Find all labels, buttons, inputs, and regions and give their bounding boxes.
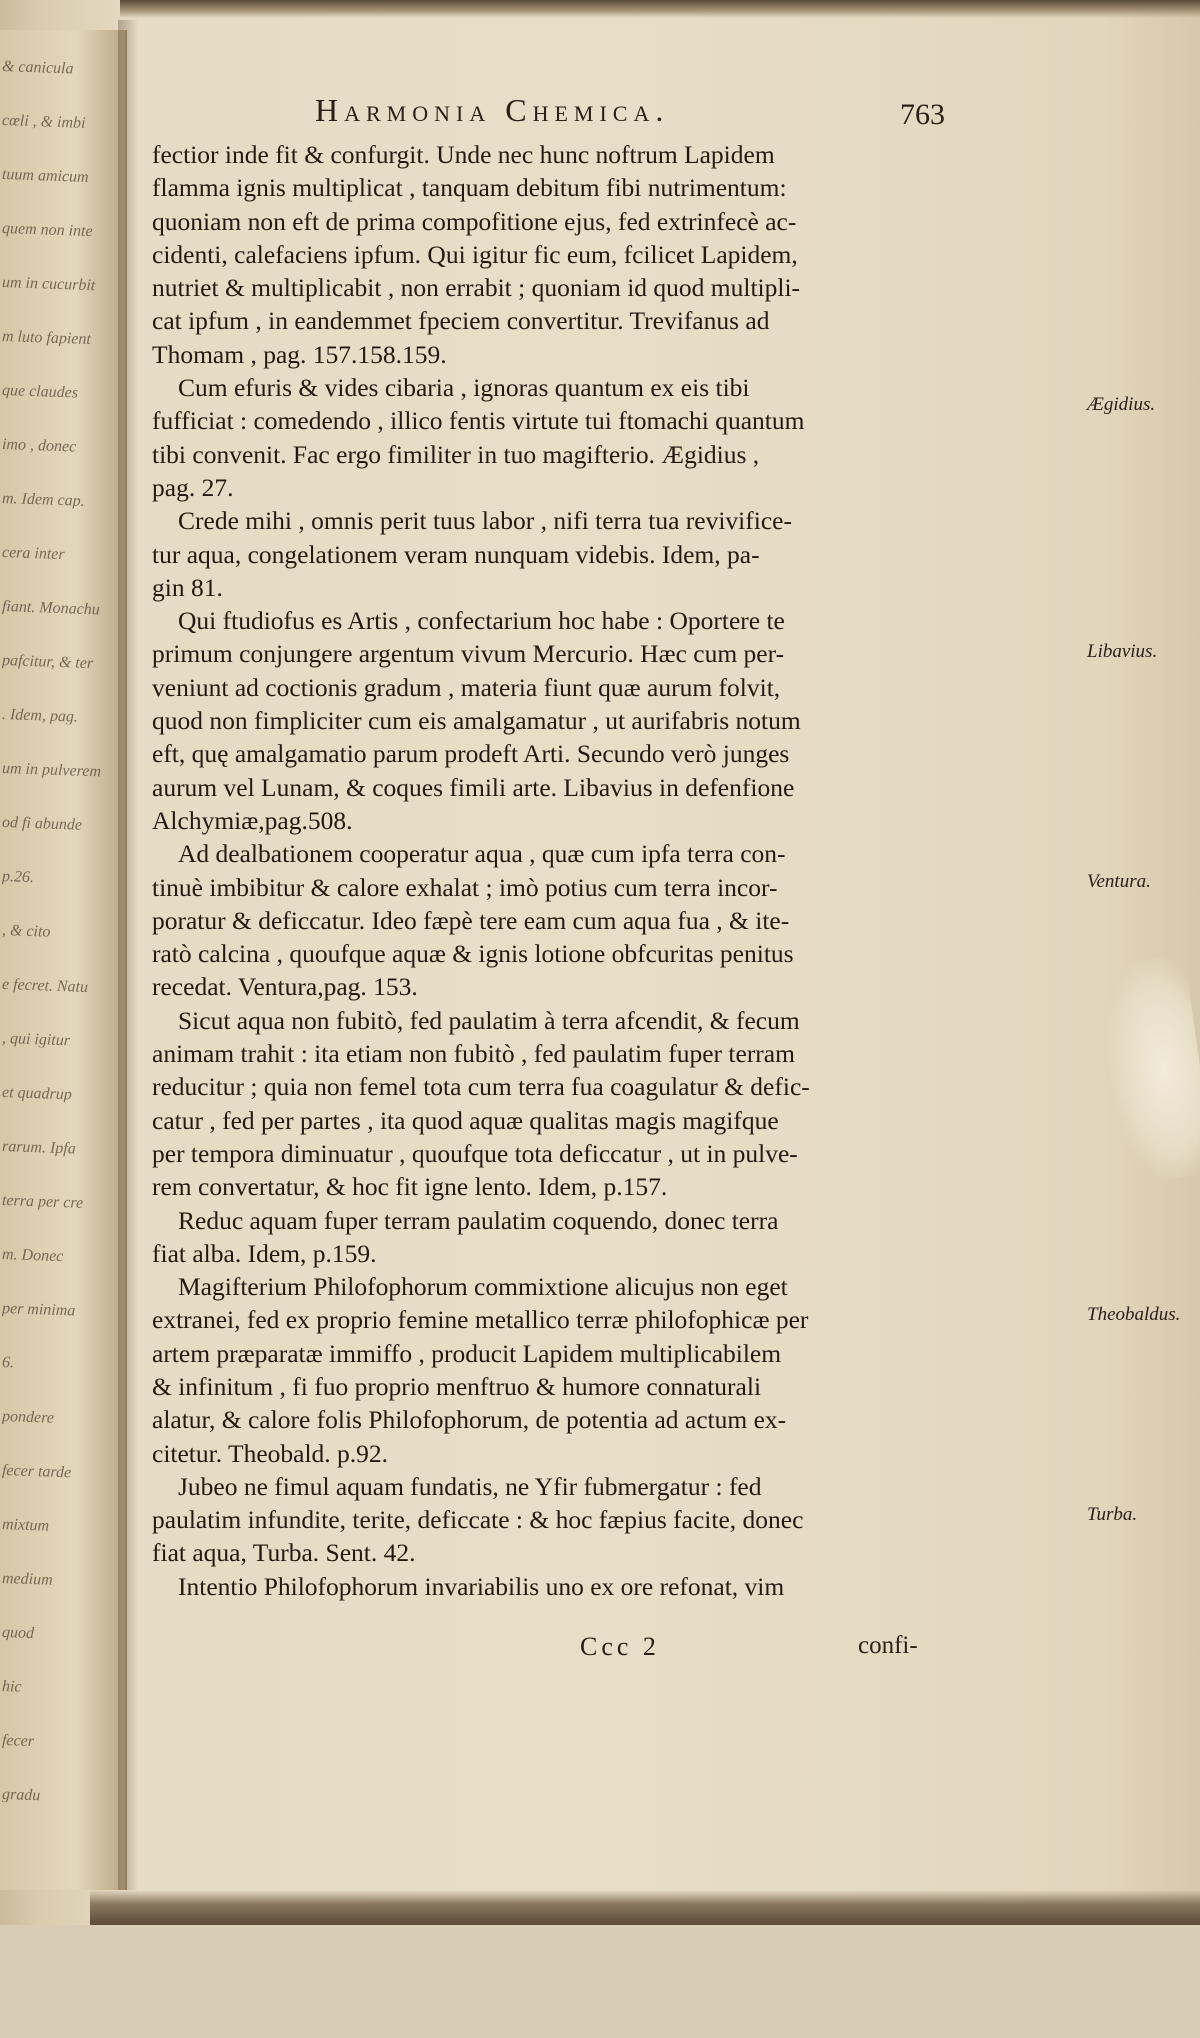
facing-page-fragment: imo , donec [1,435,77,456]
text-line: tinuè imbibitur & calore exhalat ; imò potius cum terra incor- [152,872,778,902]
running-title: Harmonia Chemica. [315,92,670,128]
text-line: primum conjungere argentum vivum Mercurio. Hæc cum per- [152,639,785,669]
top-page-edge [120,0,1200,18]
facing-page-fragment: fecer tarde [1,1461,72,1482]
text-line: fiat aqua, Turba. Sent. 42. [152,1538,416,1568]
page-number: 763 [900,98,945,131]
facing-page-fragment: gradu [1,1785,41,1805]
facing-page-fragment: quod [1,1623,35,1643]
text-line: quod non fimpliciter cum eis amalgamatur , ut aurifabris notum [152,706,801,736]
margin-note-theobaldus: Theobaldus. [1087,1304,1181,1325]
facing-page-fragment: fiant. Monachu [1,597,101,619]
text-line: Magifterium Philofophorum commixtione alicujus non eget [178,1272,788,1302]
facing-page-fragment: m. Idem cap. [1,489,85,510]
text-line: veniunt ad coctionis gradum , materia fiunt quæ aurum folvit, [152,672,781,702]
text-line: quoniam non eft de prima compofitione ejus, fed extrinfecè ac- [152,206,797,236]
facing-page-fragment: m luto fapient [1,327,92,349]
text-line: artem præparatæ immiffo , producit Lapidem multiplicabilem [152,1338,782,1368]
facing-page-fragment: tuum amicum [1,165,89,187]
facing-page-fragment: rarum. Ipfa [1,1137,77,1158]
text-line: Crede mihi , omnis perit tuus labor , nifi terra tua revivifice- [178,506,792,536]
facing-page-fragment: fecer [1,1731,35,1751]
text-line: aurum vel Lunam, & coques fimili arte. Libavius in defenfione [152,772,795,802]
text-line: Cum efuris & vides cibaria , ignoras quantum ex eis tibi [178,373,750,403]
text-line: recedat. Ventura,pag. 153. [152,972,418,1002]
facing-page-fragment: e fecret. Natu [1,975,89,996]
text-line: Thomam , pag. 157.158.159. [152,339,447,369]
facing-page-fragment: mixtum [1,1515,50,1535]
margin-note-libavius: Libavius. [1087,641,1158,662]
text-line: fiat alba. Idem, p.159. [152,1238,377,1268]
signature-mark: Ccc 2 [580,1632,660,1661]
facing-page-fragment: cœli , & imbi [1,111,86,132]
facing-page-fragment: pondere [1,1407,55,1427]
text-line: Reduc aquam fuper terram paulatim coquendo, donec terra [178,1205,779,1235]
text-line: poratur & deficcatur. Ideo fæpè tere eam cum aqua fua , & ite- [152,905,790,935]
facing-page-fragment: pafcitur, & ter [1,651,94,673]
facing-page-fragment: um in pulverem [1,759,102,781]
facing-page-fragment: , qui igitur [1,1029,71,1050]
facing-page-fragment: & canicula [1,57,74,78]
facing-page-fragment: terra per cre [1,1191,84,1212]
text-line: cat ipfum , in eandemmet fpeciem convertitur. Trevifanus ad [152,306,770,336]
text-line: tibi convenit. Fac ergo fimiliter in tuo magifterio. Ægidius , [152,439,760,469]
bottom-page-edge [90,1890,1200,1925]
facing-page-fragment: medium [1,1569,53,1589]
text-line: catur , fed per partes , ita quod aquæ qualitas magis magifque [152,1105,779,1135]
text-line: nutriet & multiplicabit , non errabit ; quoniam id quod multipli- [152,273,801,303]
text-line: animam trahit : ita etiam non fubitò , fed paulatim fuper terram [152,1039,795,1069]
text-line: Alchymiæ,pag.508. [152,805,353,835]
text-line: extranei, fed ex proprio femine metallico terræ philofophicæ per [152,1305,809,1335]
facing-page-fragment: m. Donec [1,1245,64,1266]
facing-page-fragment: hic [1,1677,22,1696]
margin-note-ventura: Ventura. [1087,871,1151,892]
text-line: Qui ftudiofus es Artis , confectarium hoc habe : Oportere te [178,606,785,636]
text-line: per tempora diminuatur , quoufque tota deficcatur , ut in pulve- [152,1138,798,1168]
facing-page-fragment: que claudes [1,381,79,402]
text-line: paulatim infundite, terite, deficcate : & hoc fæpius facite, donec [152,1505,804,1535]
facing-page-fragment: um in cucurbit [1,273,96,295]
text-line: Ad dealbationem cooperatur aqua , quæ cum ipfa terra con- [178,839,786,869]
text-line: & infinitum , fi fuo proprio menftruo & humore connaturali [152,1371,762,1401]
text-line: ratò calcina , quoufque aquæ & ignis lotione obfcuritas penitus [152,939,794,969]
main-text-block [152,138,1181,1603]
facing-page-fragment: p.26. [1,867,35,887]
text-line: tur aqua, congelationem veram nunquam videbis. Idem, pa- [152,539,760,569]
text-line: fufficiat : comedendo , illico fentis virtute tui ftomachi quantum [152,406,805,436]
facing-page-fragment: per minima [1,1299,76,1320]
text-line: Jubeo ne fimul aquam fundatis, ne Yfir fubmergatur : fed [178,1471,762,1501]
text-line: fectior inde fit & confurgit. Unde nec hunc noftrum Lapidem [152,140,775,169]
left-facing-page-edge [0,30,127,1890]
catchword: confi- [858,1632,918,1659]
gutter-shadow [118,20,138,1890]
text-line: cidenti, calefaciens ipfum. Qui igitur fic eum, fcilicet Lapidem, [152,239,798,269]
text-line: flamma ignis multiplicat , tanquam debitum fibi nutrimentum: [152,173,787,203]
text-line: eft, quę amalgamatio parum prodeft Arti. Secundo verò junges [152,739,790,769]
text-line: alatur, & calore folis Philofophorum, de potentia ad actum ex- [152,1405,787,1435]
margin-notes [1087,138,1200,2038]
text-line: reducitur ; quia non femel tota cum terra fua coagulatur & defic- [152,1072,810,1102]
text-line: rem convertatur, & hoc fit igne lento. Idem, p.157. [152,1172,668,1202]
page-header [300,92,960,142]
facing-page-fragment: od fi abunde [1,813,83,834]
text-line: gin 81. [152,572,223,602]
margin-note-aegidius: Ægidius. [1087,394,1156,415]
text-line: pag. 27. [152,472,234,502]
facing-page-fragment: cera inter [1,543,65,564]
facing-page-fragment: quem non inte [1,219,93,241]
text-line: Intentio Philofophorum invariabilis uno ex ore refonat, vim [178,1571,785,1601]
facing-page-fragment: , & cito [1,921,51,941]
text-line: citetur. Theobald. p.92. [152,1438,389,1468]
facing-page-fragment: et quadrup [1,1083,73,1104]
facing-page-fragment: . Idem, pag. [1,705,79,726]
margin-note-turba: Turba. [1087,1504,1138,1525]
facing-page-fragment: 6. [1,1353,15,1372]
text-line: Sicut aqua non fubitò, fed paulatim à terra afcendit, & fecum [178,1005,800,1035]
